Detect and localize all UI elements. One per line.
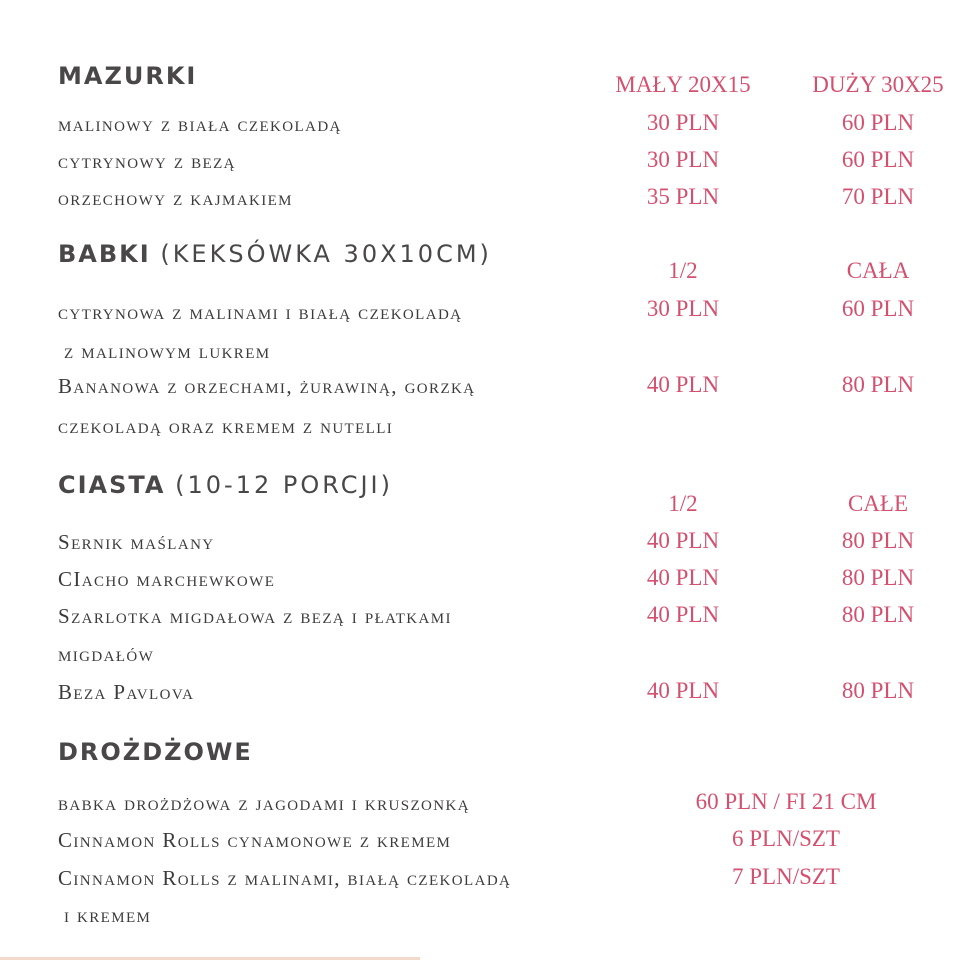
menu-item-name: Sernik maślany (58, 530, 215, 554)
menu-item-name: orzechowy z kajmakiem (58, 186, 293, 210)
menu-item-name: Cinnamon Rolls z malinami, białą czekoladą (58, 866, 512, 890)
menu-item-name-cont: z malinowym lukrem (64, 339, 271, 363)
menu-item-name: babka drożdżowa z jagodami i kruszonką (58, 791, 470, 815)
menu-item-name: Cinnamon Rolls cynamonowe z kremem (58, 828, 452, 852)
menu-item-price-whole: 80 PLN (841, 602, 915, 627)
menu-item-name-cont: migdałów (58, 642, 155, 666)
menu-item-name: cytrynowy z bezą (58, 149, 236, 173)
menu-item-price-small: 30 PLN (646, 147, 720, 172)
menu-item-name: CIacho marchewkowe (58, 567, 276, 591)
menu-item-name: cytrynowa z malinami i białą czekoladą (58, 300, 463, 324)
section-title-drozdzowe: DROŻDŻOWE (58, 738, 253, 766)
babki-col-half-header: 1/2 (668, 258, 698, 283)
menu-item-name: malinowy z biała czekoladą (58, 112, 342, 136)
menu-item-price-half: 40 PLN (646, 528, 720, 553)
menu-item-price-large: 60 PLN (841, 110, 915, 135)
menu-item-name: Beza Pavlova (58, 680, 195, 704)
section-subtitle: (KEKSÓWKA 30X10CM) (160, 240, 492, 268)
menu-item-name: Bananowa z orzechami, żurawiną, gorzką (58, 374, 476, 398)
menu-item-price: 6 PLN/SZT (732, 826, 840, 851)
menu-item-price-half: 40 PLN (646, 565, 720, 590)
section-title-ciasta (58, 471, 393, 499)
menu-item-price-whole: 80 PLN (841, 372, 915, 397)
menu-item-price-whole: 80 PLN (841, 528, 915, 553)
menu-item-price: 60 PLN / FI 21 CM (695, 789, 877, 814)
menu-item-name-cont: i kremem (64, 903, 152, 927)
section-title-babki (58, 240, 492, 268)
section-title-text: BABKI (58, 240, 151, 268)
menu-item-price-whole: 80 PLN (841, 565, 915, 590)
section-title-mazurki: MAZURKI (58, 62, 198, 90)
menu-item-name-cont: czekoladą oraz kremem z nutelli (58, 414, 394, 438)
menu-item-price-half: 40 PLN (646, 372, 720, 397)
ciasta-col-half-header: 1/2 (668, 491, 698, 516)
section-title-text: CIASTA (58, 471, 166, 499)
menu-item-price-large: 70 PLN (841, 184, 915, 209)
menu-item-price-small: 35 PLN (646, 184, 720, 209)
menu-item-price-small: 30 PLN (646, 110, 720, 135)
menu-item-price-half: 40 PLN (646, 678, 720, 703)
babki-col-whole-header: CAŁA (846, 258, 910, 283)
menu-item-price-large: 60 PLN (841, 147, 915, 172)
mazurki-col-large-header: DUŻY 30X25 (812, 72, 944, 97)
menu-item-price: 7 PLN/SZT (732, 864, 840, 889)
menu-item-name: Szarlotka migdałowa z bezą i płatkami (58, 604, 452, 628)
menu-item-price-whole: 60 PLN (841, 296, 915, 321)
section-subtitle: (10-12 PORCJI) (175, 471, 393, 499)
ciasta-col-whole-header: CAŁE (847, 491, 909, 516)
menu-item-price-half: 40 PLN (646, 602, 720, 627)
mazurki-col-small-header: MAŁY 20X15 (615, 72, 751, 97)
menu-item-price-half: 30 PLN (646, 296, 720, 321)
menu-item-price-whole: 80 PLN (841, 678, 915, 703)
